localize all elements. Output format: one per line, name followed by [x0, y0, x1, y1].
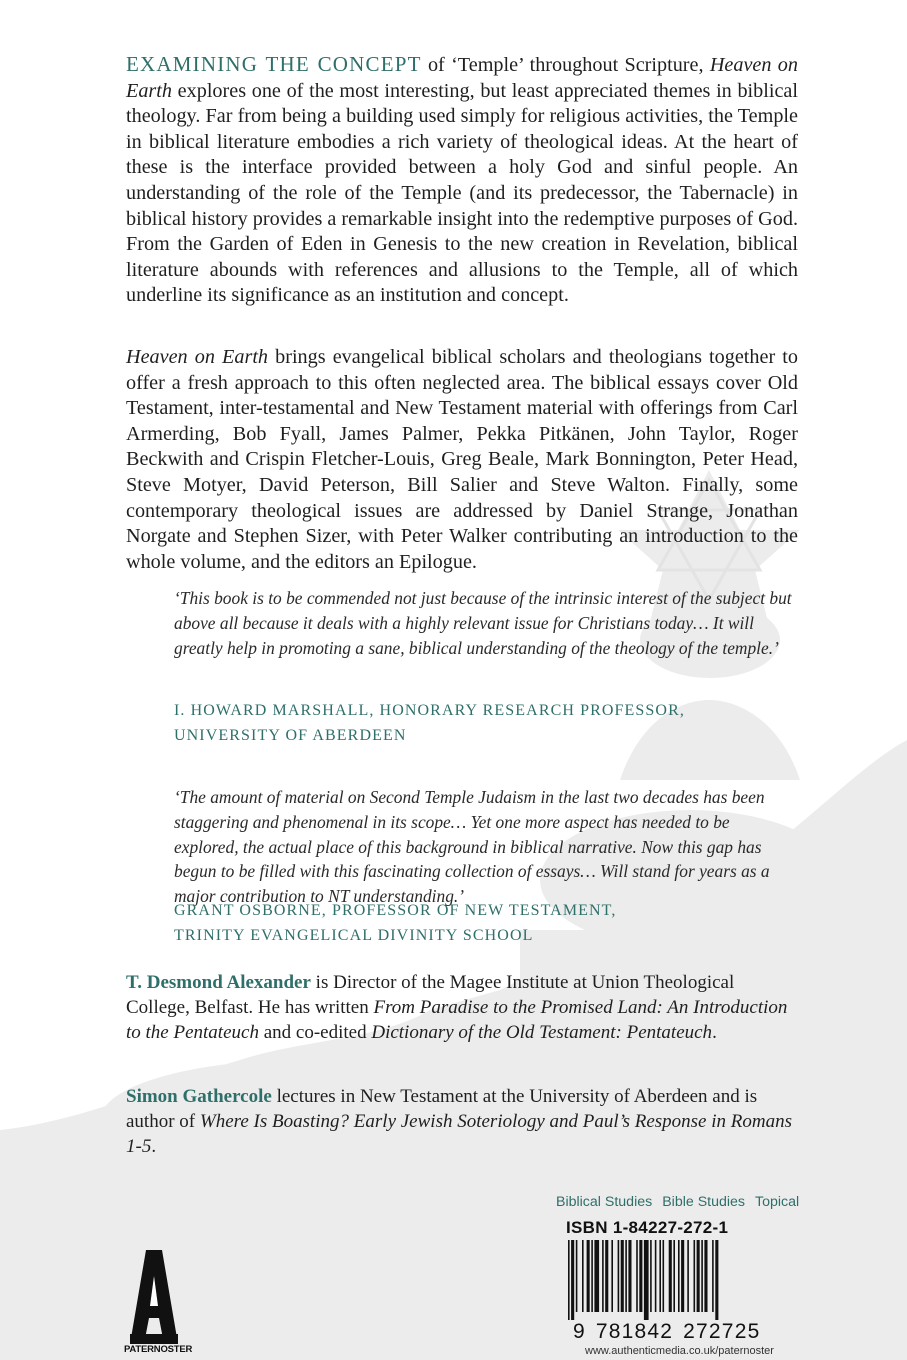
book-title: Where Is Boasting? Early Jewish Soteriology and Paul’s Response in Romans 1-5	[126, 1111, 792, 1158]
barcode-bar	[673, 1240, 675, 1312]
barcode-bar	[701, 1240, 703, 1312]
barcode-bar	[602, 1240, 604, 1312]
barcode-bar	[704, 1240, 707, 1312]
barcode-digit-group: 9	[573, 1320, 586, 1343]
barcode-icon	[564, 1240, 802, 1320]
book-title: Heaven on Earth	[126, 346, 269, 368]
endorsement-quote-1: ‘This book is to be commended not just because of the intrinsic interest of the subject but above all because it deals with a highly relevant issue for Christians today… It will greatly help in promoting a sane, biblical understanding of the theology of the temple.’	[174, 588, 792, 658]
barcode-bar	[587, 1240, 590, 1312]
barcode-bar	[625, 1240, 627, 1312]
barcode-bar	[663, 1240, 665, 1312]
barcode-bar	[576, 1240, 578, 1312]
contributors-text: brings evangelical biblical scholars and theologians together to offer a fresh approach to this often neglected area. The biblical essays cover Old Testament, inter-testamental and New Testament material with offerings from Carl Armerding, Bob Fyall, James Palmer, Pekka Pitkänen, John Taylor, Roger Beckwith and Crispin Fletcher-Louis, Greg Beale, Mark Bonnington, Peter Head, Steve Motyer, David Peterson, Bill Salier and Steve Walton. Finally, some contemporary theological issues are addressed by Daniel Strange, Jonathan Norgate and Stephen Sizer, with Peter Walker contributing an introduction to the whole volume, and the editors an Epilogue.	[126, 346, 798, 573]
paternoster-a-icon	[126, 1248, 206, 1348]
barcode-digits	[573, 1320, 760, 1344]
barcode-bar	[594, 1240, 599, 1312]
author-bio-alexander	[126, 970, 798, 1046]
barcode-bar	[659, 1240, 661, 1312]
subject-categories	[556, 1194, 816, 1210]
author-name: T. Desmond Alexander	[126, 972, 311, 993]
barcode-bar	[669, 1240, 672, 1312]
barcode-bar	[644, 1240, 649, 1320]
barcode-bar	[712, 1240, 714, 1312]
lead-caps: EXAMINING THE CONCEPT	[126, 52, 422, 76]
isbn-label: ISBN 1-84227-272-1	[566, 1218, 729, 1237]
publisher-name: PATERNOSTER	[124, 1344, 193, 1355]
barcode-bar	[715, 1240, 718, 1320]
barcode-bar	[639, 1240, 642, 1312]
barcode-bar	[582, 1240, 584, 1312]
book-title: Heaven on Earth	[126, 54, 798, 102]
endorsement-attribution-2	[174, 898, 794, 948]
attribution-line: TRINITY EVANGELICAL DIVINITY SCHOOL	[174, 927, 534, 944]
barcode-bar	[655, 1240, 657, 1312]
category-label: Biblical Studies	[556, 1194, 653, 1210]
endorsement-attribution-1	[174, 698, 794, 748]
author-bio-gathercole	[126, 1084, 798, 1160]
barcode-digit-group: 781842	[595, 1320, 674, 1343]
barcode-bar	[571, 1240, 574, 1320]
barcode-bar	[687, 1240, 689, 1312]
barcode-bar	[694, 1240, 696, 1312]
barcode-bar	[678, 1240, 680, 1312]
attribution-line: I. HOWARD MARSHALL, HONORARY RESEARCH PROFESSOR,	[174, 702, 685, 719]
barcode-bar	[605, 1240, 608, 1312]
bio-text: .	[151, 1136, 157, 1158]
attribution-line: GRANT OSBORNE, PROFESSOR OF NEW TESTAMENT,	[174, 902, 617, 919]
barcode-bar	[568, 1240, 570, 1320]
barcode-bar	[628, 1240, 631, 1312]
book-title: From Paradise to the Promised Land: An Introduction to the Pentateuch	[126, 997, 788, 1044]
attribution-line: UNIVERSITY OF ABERDEEN	[174, 727, 407, 744]
barcode-bar	[697, 1240, 700, 1312]
category-label: Bible Studies	[662, 1194, 746, 1210]
author-name: Simon Gathercole	[126, 1086, 272, 1107]
barcode-bar	[636, 1240, 638, 1312]
endorsement-quote-2: ‘The amount of material on Second Temple Judaism in the last two decades has been staggering and phenomenal in its scope… Yet one more aspect has needed to be explored, the actual place of this background in biblical narrative. Now this gap has begun to be filled with this fascinating collection of essays… Will stand for years as a major contribution to NT understanding.’	[174, 787, 770, 907]
barcode	[564, 1240, 802, 1320]
barcode-bar	[611, 1240, 613, 1312]
barcode-digit-group: 272725	[683, 1320, 761, 1343]
intro-paragraph	[126, 52, 798, 309]
barcode-bar	[591, 1240, 593, 1312]
barcode-bar	[621, 1240, 624, 1312]
bio-text: lectures in New Testament at the University of Aberdeen and is author of	[126, 1086, 758, 1133]
contributors-paragraph	[126, 345, 798, 575]
intro-text-b: explores one of the most interesting, but least appreciated themes in biblical theology. Far from being a building used simply for religious activities, the Temple in biblical literature embodies a rich variety of theological ideas. At the heart of these is the interface provided between a holy God and sinful people. An understanding of the role of the Temple (and its predecessor, the Tabernacle) in biblical history provides a remarkable insight into the redemptive purposes of God. From the Garden of Eden in Genesis to the new creation in Revelation, biblical literature abounds with references and allusions to the Temple, all of which underline its significance as an institution and concept.	[126, 79, 798, 307]
category-label: Topical	[755, 1194, 800, 1210]
bio-text: and co-edited	[258, 1022, 372, 1044]
bio-text: .	[712, 1022, 717, 1044]
barcode-bar	[650, 1240, 652, 1312]
intro-text-a: of ‘Temple’ throughout Scripture,	[421, 54, 710, 76]
bio-text: is Director of the Magee Institute at Union Theological College, Belfast. He has written	[126, 972, 735, 1019]
paternoster-logo	[126, 1248, 206, 1358]
publisher-url: www.authenticmedia.co.uk/paternoster	[585, 1345, 774, 1357]
book-title: Dictionary of the Old Testament: Pentateuch	[371, 1022, 713, 1044]
barcode-bar	[618, 1240, 620, 1312]
barcode-bar	[681, 1240, 684, 1312]
